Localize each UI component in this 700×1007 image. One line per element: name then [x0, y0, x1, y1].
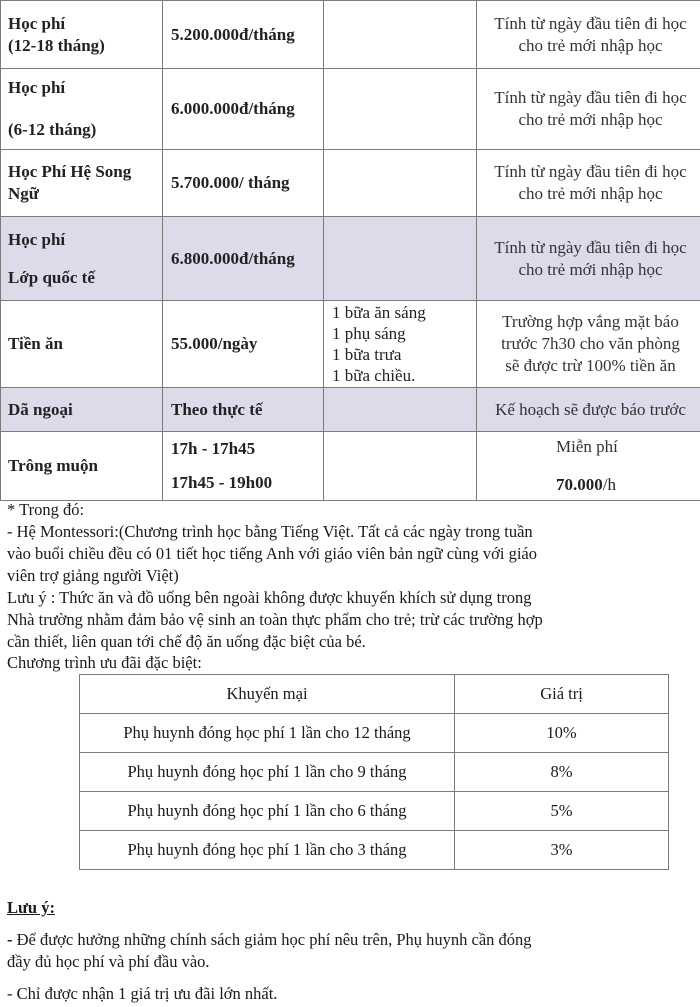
fee-amount: 6.000.000đ/tháng [163, 69, 324, 150]
meal-item: 1 bữa ăn sáng [332, 303, 426, 322]
fee-amount: Theo thực tế [163, 388, 324, 432]
meal-item: 1 bữa trưa [332, 345, 402, 364]
pickup-price: Miễn phí [556, 437, 618, 456]
fee-note: Kế hoạch sẽ được báo trước [477, 388, 700, 432]
promo-value: 8% [455, 753, 669, 792]
fee-label: Học phí Lớp quốc tế [1, 217, 163, 301]
food-note: Lưu ý : Thức ăn và đồ uống bên ngoài không được khuyến khích sử dụng trong Nhà trường nhằm đảm bảo vệ sinh an toàn thực phẩm cho trẻ; trừ các trường hợp cần thiết, liên quan tới chế độ ăn uống đặc biệt của bé. [7, 588, 543, 651]
fee-row-international [1, 217, 700, 301]
notes-line-2: - Chỉ được nhận 1 giá trị ưu đãi lớn nhất. [7, 984, 278, 1003]
promo-row [80, 714, 669, 753]
fee-row-tuition-6-12 [1, 69, 700, 150]
promo-name: Phụ huynh đóng học phí 1 lần cho 9 tháng [80, 753, 455, 792]
promo-name: Phụ huynh đóng học phí 1 lần cho 12 tháng [80, 714, 455, 753]
fee-label: Học phí (12-18 tháng) [1, 1, 163, 69]
fee-amount: 5.200.000đ/tháng [163, 1, 324, 69]
promo-header: Giá trị [455, 675, 669, 714]
promo-row [80, 831, 669, 870]
promo-value: 3% [455, 831, 669, 870]
pickup-price: 70.000/h [556, 475, 616, 494]
promo-table [79, 674, 669, 870]
pickup-prices [477, 432, 700, 501]
montessori-note: - Hệ Montessori:(Chương trình học bằng Tiếng Việt. Tất cả các ngày trong tuần vào buổi chiều đều có 01 tiết học tiếng Anh với giáo viên bản ngữ cùng với giáo viên trợ giảng người Việt) [7, 522, 537, 585]
promo-value: 10% [455, 714, 669, 753]
notes-heading: Lưu ý: [7, 898, 55, 917]
fee-note: Tính từ ngày đầu tiên đi học cho trẻ mới nhập học [477, 1, 700, 69]
promo-name: Phụ huynh đóng học phí 1 lần cho 3 tháng [80, 831, 455, 870]
meal-item: 1 bữa chiều. [332, 366, 416, 385]
fee-amount: 6.800.000đ/tháng [163, 217, 324, 301]
promo-name: Phụ huynh đóng học phí 1 lần cho 6 tháng [80, 792, 455, 831]
pickup-time: 17h - 17h45 [171, 439, 256, 458]
trong-do-heading: * Trong đó: [7, 500, 85, 519]
fee-note: Tính từ ngày đầu tiên đi học cho trẻ mới nhập học [477, 150, 700, 217]
fee-label: Học Phí Hệ Song Ngữ [1, 150, 163, 217]
pickup-time: 17h45 - 19h00 [171, 473, 273, 492]
promo-header: Khuyến mại [80, 675, 455, 714]
fee-label: Tiền ăn [1, 301, 163, 388]
fee-note: Trường hợp vắng mặt báo trước 7h30 cho văn phòng sẽ được trừ 100% tiền ăn [477, 301, 700, 388]
fee-note: Tính từ ngày đầu tiên đi học cho trẻ mới nhập học [477, 69, 700, 150]
promo-row [80, 792, 669, 831]
pickup-times [163, 432, 324, 501]
meal-item: 1 phụ sáng [332, 324, 406, 343]
fee-row-tuition-12-18 [1, 1, 700, 69]
fee-row-late-pickup [1, 432, 700, 501]
fee-row-field-trip [1, 388, 700, 432]
fee-note: Tính từ ngày đầu tiên đi học cho trẻ mới nhập học [477, 217, 700, 301]
fee-amount: 55.000/ngày [163, 301, 324, 388]
fee-amount: 5.700.000/ tháng [163, 150, 324, 217]
fee-label: Dã ngoại [1, 388, 163, 432]
fee-row-bilingual [1, 150, 700, 217]
meal-list [324, 301, 477, 388]
program-heading: Chương trình ưu đãi đặc biệt: [7, 653, 202, 672]
fee-table [0, 0, 700, 501]
fee-label: Trông muộn [1, 432, 163, 501]
promo-header-row [80, 675, 669, 714]
fee-row-meals [1, 301, 700, 388]
promo-row [80, 753, 669, 792]
fee-label: Học phí (6-12 tháng) [1, 69, 163, 150]
notes-line-1: - Để được hưởng những chính sách giảm học phí nêu trên, Phụ huynh cần đóng đầy đủ học phí và phí đầu vào. [7, 930, 532, 971]
promo-value: 5% [455, 792, 669, 831]
